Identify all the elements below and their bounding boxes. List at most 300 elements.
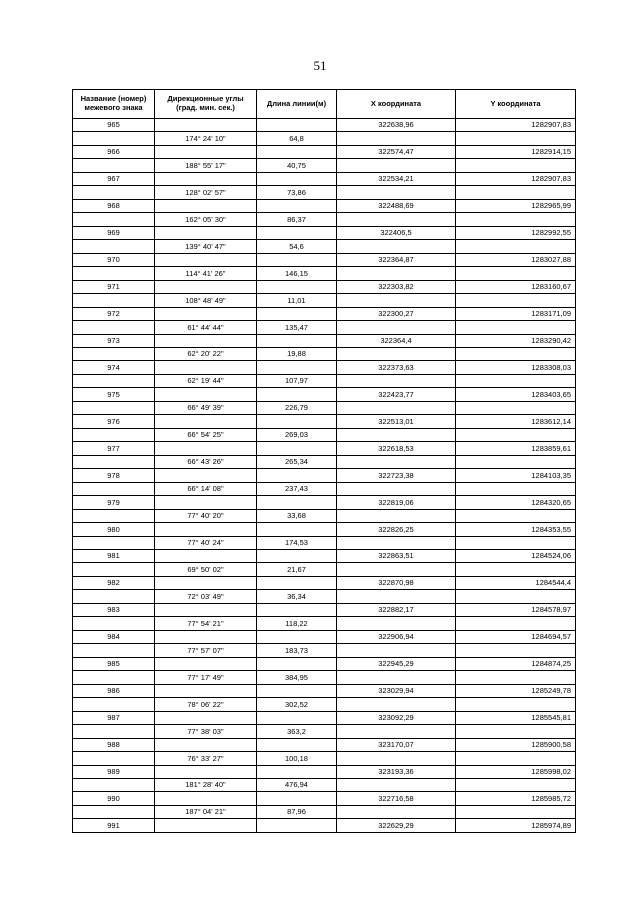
empty-cell — [456, 132, 576, 145]
header-x: X координата — [337, 90, 456, 119]
empty-cell — [456, 536, 576, 549]
empty-cell — [155, 657, 257, 670]
table-row — [73, 738, 576, 751]
direction-angle: 62° 20' 22" — [155, 347, 257, 360]
point-name: 968 — [73, 199, 155, 212]
empty-cell — [155, 523, 257, 536]
point-name: 990 — [73, 792, 155, 805]
x-coordinate: 322945,29 — [337, 657, 456, 670]
direction-angle: 187° 04' 21" — [155, 805, 257, 818]
x-coordinate: 323170,07 — [337, 738, 456, 751]
table-row — [73, 159, 576, 172]
table-row — [73, 226, 576, 239]
empty-cell — [73, 752, 155, 765]
y-coordinate: 1284103,35 — [456, 469, 576, 482]
table-row — [73, 752, 576, 765]
table-row — [73, 401, 576, 414]
empty-cell — [257, 226, 337, 239]
y-coordinate: 1284320,65 — [456, 496, 576, 509]
y-coordinate: 1284524,06 — [456, 550, 576, 563]
direction-angle: 77° 38' 03" — [155, 725, 257, 738]
table-row — [73, 267, 576, 280]
header-row — [73, 90, 576, 119]
empty-cell — [337, 347, 456, 360]
y-coordinate: 1283612,14 — [456, 415, 576, 428]
empty-cell — [257, 172, 337, 185]
table-row — [73, 119, 576, 132]
empty-cell — [155, 819, 257, 832]
empty-cell — [155, 550, 257, 563]
x-coordinate: 323092,29 — [337, 711, 456, 724]
empty-cell — [456, 644, 576, 657]
empty-cell — [73, 778, 155, 791]
empty-cell — [337, 778, 456, 791]
empty-cell — [337, 401, 456, 414]
table-row — [73, 307, 576, 320]
direction-angle: 139° 40' 47" — [155, 240, 257, 253]
empty-cell — [337, 294, 456, 307]
line-length: 107,97 — [257, 374, 337, 387]
table-row — [73, 442, 576, 455]
y-coordinate: 1282914,15 — [456, 145, 576, 158]
empty-cell — [257, 145, 337, 158]
table-row — [73, 819, 576, 832]
empty-cell — [257, 550, 337, 563]
x-coordinate: 322723,38 — [337, 469, 456, 482]
empty-cell — [73, 186, 155, 199]
empty-cell — [155, 469, 257, 482]
y-coordinate: 1283290,42 — [456, 334, 576, 347]
y-coordinate: 1285900,58 — [456, 738, 576, 751]
line-length: 174,53 — [257, 536, 337, 549]
x-coordinate: 322364,4 — [337, 334, 456, 347]
empty-cell — [155, 119, 257, 132]
empty-cell — [73, 644, 155, 657]
empty-cell — [73, 267, 155, 280]
point-name: 982 — [73, 576, 155, 589]
direction-angle: 162° 05' 30" — [155, 213, 257, 226]
empty-cell — [456, 509, 576, 522]
header-angle: Дирекционные углы (град. мин. сек.) — [155, 90, 257, 119]
empty-cell — [155, 253, 257, 266]
line-length: 40,75 — [257, 159, 337, 172]
line-length: 476,94 — [257, 778, 337, 791]
y-coordinate: 1285545,81 — [456, 711, 576, 724]
direction-angle: 66° 43' 26" — [155, 455, 257, 468]
point-name: 978 — [73, 469, 155, 482]
direction-angle: 114° 41' 26" — [155, 267, 257, 280]
line-length: 100,18 — [257, 752, 337, 765]
y-coordinate: 1285974,89 — [456, 819, 576, 832]
empty-cell — [337, 455, 456, 468]
empty-cell — [155, 603, 257, 616]
point-name: 986 — [73, 684, 155, 697]
point-name: 989 — [73, 765, 155, 778]
table-row — [73, 509, 576, 522]
line-length: 87,96 — [257, 805, 337, 818]
empty-cell — [257, 415, 337, 428]
point-name: 975 — [73, 388, 155, 401]
line-length: 11,01 — [257, 294, 337, 307]
table-row — [73, 630, 576, 643]
y-coordinate: 1283171,09 — [456, 307, 576, 320]
table-row — [73, 617, 576, 630]
table-row — [73, 321, 576, 334]
table-row — [73, 374, 576, 387]
empty-cell — [257, 603, 337, 616]
point-name: 973 — [73, 334, 155, 347]
empty-cell — [257, 280, 337, 293]
x-coordinate: 322870,98 — [337, 576, 456, 589]
point-name: 980 — [73, 523, 155, 536]
table-row — [73, 644, 576, 657]
direction-angle: 62° 19' 44" — [155, 374, 257, 387]
empty-cell — [73, 159, 155, 172]
direction-angle: 174° 24' 10" — [155, 132, 257, 145]
table-row — [73, 132, 576, 145]
point-name: 988 — [73, 738, 155, 751]
table-row — [73, 388, 576, 401]
empty-cell — [337, 186, 456, 199]
empty-cell — [456, 805, 576, 818]
direction-angle: 66° 54' 25" — [155, 428, 257, 441]
empty-cell — [337, 698, 456, 711]
direction-angle: 77° 17' 49" — [155, 671, 257, 684]
y-coordinate: 1282907,83 — [456, 172, 576, 185]
direction-angle: 77° 57' 07" — [155, 644, 257, 657]
line-length: 183,73 — [257, 644, 337, 657]
empty-cell — [456, 186, 576, 199]
empty-cell — [456, 617, 576, 630]
line-length: 54,6 — [257, 240, 337, 253]
direction-angle: 77° 40' 20" — [155, 509, 257, 522]
empty-cell — [337, 617, 456, 630]
x-coordinate: 322513,01 — [337, 415, 456, 428]
empty-cell — [73, 132, 155, 145]
empty-cell — [456, 725, 576, 738]
point-name: 977 — [73, 442, 155, 455]
table-row — [73, 536, 576, 549]
empty-cell — [456, 428, 576, 441]
x-coordinate: 322882,17 — [337, 603, 456, 616]
direction-angle: 69° 50' 02" — [155, 563, 257, 576]
point-name: 976 — [73, 415, 155, 428]
empty-cell — [337, 267, 456, 280]
table-row — [73, 698, 576, 711]
empty-cell — [257, 119, 337, 132]
empty-cell — [456, 698, 576, 711]
x-coordinate: 322303,82 — [337, 280, 456, 293]
empty-cell — [257, 684, 337, 697]
x-coordinate: 322534,21 — [337, 172, 456, 185]
x-coordinate: 322574,47 — [337, 145, 456, 158]
empty-cell — [73, 294, 155, 307]
table-row — [73, 603, 576, 616]
empty-cell — [155, 145, 257, 158]
empty-cell — [257, 792, 337, 805]
empty-cell — [155, 738, 257, 751]
y-coordinate: 1283859,61 — [456, 442, 576, 455]
x-coordinate: 322629,29 — [337, 819, 456, 832]
point-name: 971 — [73, 280, 155, 293]
line-length: 237,43 — [257, 482, 337, 495]
direction-angle: 77° 40' 24" — [155, 536, 257, 549]
header-length: Длина линии(м) — [257, 90, 337, 119]
line-length: 265,34 — [257, 455, 337, 468]
empty-cell — [155, 576, 257, 589]
empty-cell — [337, 213, 456, 226]
empty-cell — [337, 428, 456, 441]
empty-cell — [257, 711, 337, 724]
empty-cell — [337, 590, 456, 603]
empty-cell — [73, 321, 155, 334]
empty-cell — [456, 240, 576, 253]
empty-cell — [456, 563, 576, 576]
x-coordinate: 322488,69 — [337, 199, 456, 212]
empty-cell — [155, 307, 257, 320]
empty-cell — [73, 455, 155, 468]
empty-cell — [337, 536, 456, 549]
empty-cell — [337, 482, 456, 495]
y-coordinate: 1285985,72 — [456, 792, 576, 805]
empty-cell — [155, 226, 257, 239]
x-coordinate: 322373,63 — [337, 361, 456, 374]
page-number: 51 — [313, 58, 327, 73]
table-row — [73, 455, 576, 468]
direction-angle: 76° 33' 27" — [155, 752, 257, 765]
table-row — [73, 253, 576, 266]
empty-cell — [155, 280, 257, 293]
table-row — [73, 334, 576, 347]
empty-cell — [337, 240, 456, 253]
x-coordinate: 322906,94 — [337, 630, 456, 643]
line-length: 302,52 — [257, 698, 337, 711]
direction-angle: 66° 49' 39" — [155, 401, 257, 414]
line-length: 384,95 — [257, 671, 337, 684]
line-length: 21,67 — [257, 563, 337, 576]
empty-cell — [337, 671, 456, 684]
x-coordinate: 322826,25 — [337, 523, 456, 536]
table-row — [73, 280, 576, 293]
empty-cell — [73, 347, 155, 360]
line-length: 86,37 — [257, 213, 337, 226]
empty-cell — [456, 455, 576, 468]
empty-cell — [73, 590, 155, 603]
x-coordinate: 323029,94 — [337, 684, 456, 697]
empty-cell — [337, 805, 456, 818]
y-coordinate: 1284874,25 — [456, 657, 576, 670]
line-length: 269,03 — [257, 428, 337, 441]
empty-cell — [456, 671, 576, 684]
empty-cell — [155, 415, 257, 428]
direction-angle: 188° 55' 17" — [155, 159, 257, 172]
empty-cell — [155, 630, 257, 643]
empty-cell — [337, 644, 456, 657]
empty-cell — [456, 347, 576, 360]
table-row — [73, 482, 576, 495]
empty-cell — [337, 752, 456, 765]
point-name: 974 — [73, 361, 155, 374]
line-length: 64,8 — [257, 132, 337, 145]
y-coordinate: 1282965,99 — [456, 199, 576, 212]
table-row — [73, 428, 576, 441]
empty-cell — [155, 361, 257, 374]
coordinates-table — [72, 89, 576, 833]
empty-cell — [456, 374, 576, 387]
empty-cell — [337, 374, 456, 387]
empty-cell — [456, 321, 576, 334]
table-row — [73, 792, 576, 805]
table-row — [73, 186, 576, 199]
empty-cell — [257, 361, 337, 374]
direction-angle: 181° 28' 40" — [155, 778, 257, 791]
y-coordinate: 1283027,88 — [456, 253, 576, 266]
empty-cell — [73, 374, 155, 387]
empty-cell — [155, 172, 257, 185]
table-row — [73, 657, 576, 670]
empty-cell — [73, 240, 155, 253]
empty-cell — [257, 442, 337, 455]
header-y: Y координата — [456, 90, 576, 119]
x-coordinate: 322300,27 — [337, 307, 456, 320]
table-row — [73, 563, 576, 576]
x-coordinate: 322819,06 — [337, 496, 456, 509]
table-row — [73, 294, 576, 307]
empty-cell — [155, 684, 257, 697]
empty-cell — [155, 765, 257, 778]
x-coordinate: 322406,5 — [337, 226, 456, 239]
empty-cell — [155, 199, 257, 212]
point-name: 987 — [73, 711, 155, 724]
x-coordinate: 322618,53 — [337, 442, 456, 455]
y-coordinate: 1285998,02 — [456, 765, 576, 778]
table-row — [73, 347, 576, 360]
empty-cell — [257, 388, 337, 401]
point-name: 981 — [73, 550, 155, 563]
table-row — [73, 496, 576, 509]
empty-cell — [73, 536, 155, 549]
y-coordinate: 1284353,55 — [456, 523, 576, 536]
direction-angle: 61° 44' 44" — [155, 321, 257, 334]
empty-cell — [257, 253, 337, 266]
empty-cell — [456, 159, 576, 172]
line-length: 73,86 — [257, 186, 337, 199]
x-coordinate: 322423,77 — [337, 388, 456, 401]
empty-cell — [456, 752, 576, 765]
empty-cell — [73, 213, 155, 226]
empty-cell — [257, 630, 337, 643]
y-coordinate: 1283308,03 — [456, 361, 576, 374]
point-name: 967 — [73, 172, 155, 185]
point-name: 985 — [73, 657, 155, 670]
x-coordinate: 322716,58 — [337, 792, 456, 805]
empty-cell — [456, 294, 576, 307]
y-coordinate: 1284578,97 — [456, 603, 576, 616]
table-row — [73, 805, 576, 818]
empty-cell — [456, 482, 576, 495]
empty-cell — [73, 671, 155, 684]
table-body — [73, 119, 576, 833]
direction-angle: 128° 02' 57" — [155, 186, 257, 199]
table-row — [73, 361, 576, 374]
empty-cell — [257, 199, 337, 212]
empty-cell — [456, 267, 576, 280]
table-header — [73, 90, 576, 119]
table-row — [73, 725, 576, 738]
line-length: 118,22 — [257, 617, 337, 630]
empty-cell — [456, 778, 576, 791]
empty-cell — [73, 698, 155, 711]
line-length: 146,15 — [257, 267, 337, 280]
empty-cell — [456, 590, 576, 603]
y-coordinate: 1283403,65 — [456, 388, 576, 401]
table-row — [73, 469, 576, 482]
table-row — [73, 240, 576, 253]
empty-cell — [73, 725, 155, 738]
empty-cell — [257, 469, 337, 482]
header-name: Название (номер) межевого знака — [73, 90, 155, 119]
empty-cell — [155, 711, 257, 724]
empty-cell — [73, 482, 155, 495]
line-length: 226,79 — [257, 401, 337, 414]
empty-cell — [257, 576, 337, 589]
empty-cell — [73, 617, 155, 630]
point-name: 984 — [73, 630, 155, 643]
empty-cell — [155, 388, 257, 401]
y-coordinate: 1283160,67 — [456, 280, 576, 293]
y-coordinate: 1282992,55 — [456, 226, 576, 239]
point-name: 972 — [73, 307, 155, 320]
direction-angle: 72° 03' 49" — [155, 590, 257, 603]
empty-cell — [257, 307, 337, 320]
point-name: 970 — [73, 253, 155, 266]
table-row — [73, 711, 576, 724]
point-name: 969 — [73, 226, 155, 239]
point-name: 966 — [73, 145, 155, 158]
table-row — [73, 415, 576, 428]
empty-cell — [73, 509, 155, 522]
empty-cell — [337, 132, 456, 145]
empty-cell — [257, 334, 337, 347]
point-name: 979 — [73, 496, 155, 509]
empty-cell — [257, 738, 337, 751]
table-row — [73, 213, 576, 226]
line-length: 363,2 — [257, 725, 337, 738]
empty-cell — [73, 401, 155, 414]
table-row — [73, 145, 576, 158]
x-coordinate: 322863,51 — [337, 550, 456, 563]
point-name: 991 — [73, 819, 155, 832]
empty-cell — [456, 401, 576, 414]
line-length: 135,47 — [257, 321, 337, 334]
point-name: 983 — [73, 603, 155, 616]
empty-cell — [73, 805, 155, 818]
empty-cell — [337, 509, 456, 522]
empty-cell — [73, 428, 155, 441]
table-row — [73, 590, 576, 603]
y-coordinate: 1282907,83 — [456, 119, 576, 132]
y-coordinate: 1285249,78 — [456, 684, 576, 697]
line-length: 36,34 — [257, 590, 337, 603]
table-row — [73, 199, 576, 212]
empty-cell — [73, 563, 155, 576]
empty-cell — [155, 334, 257, 347]
direction-angle: 108° 48' 49" — [155, 294, 257, 307]
empty-cell — [155, 442, 257, 455]
direction-angle: 77° 54' 21" — [155, 617, 257, 630]
x-coordinate: 323193,36 — [337, 765, 456, 778]
table-row — [73, 172, 576, 185]
